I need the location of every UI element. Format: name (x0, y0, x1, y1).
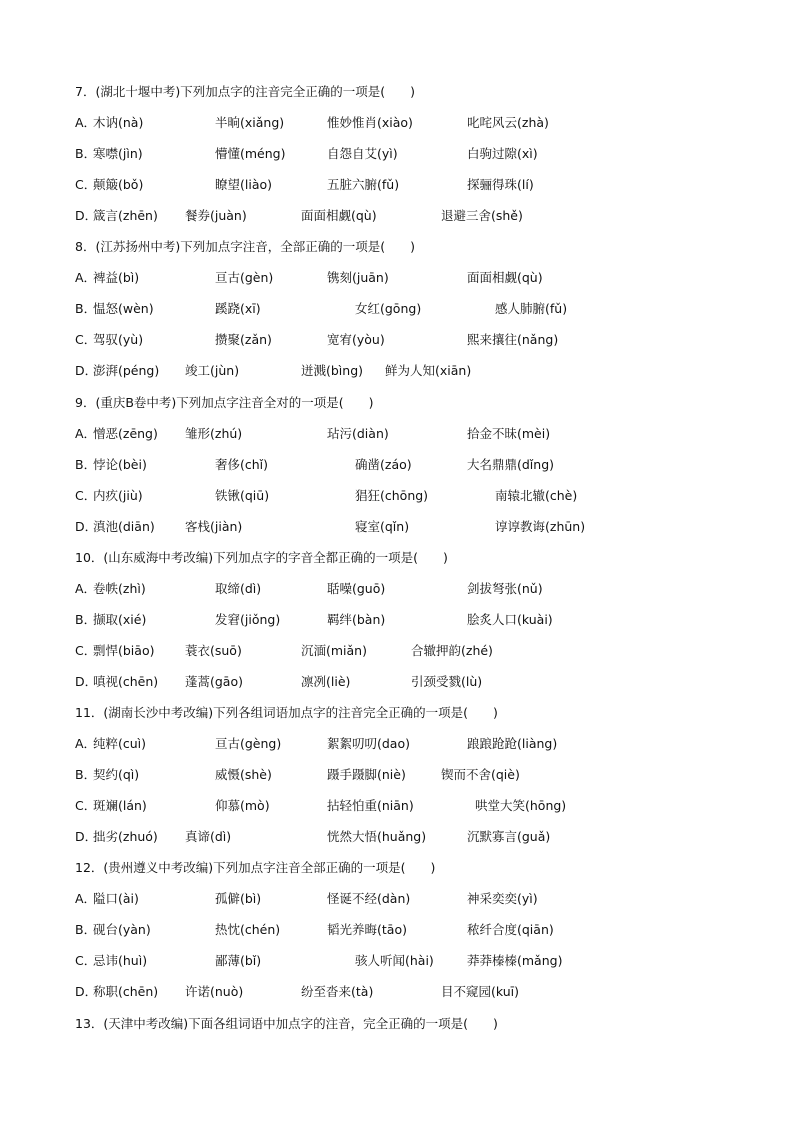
option-row (75, 610, 755, 630)
option-word: 谆谆教诲(zhūn) (495, 518, 586, 534)
option-row (75, 361, 755, 381)
option-word: 隘口(ài) (93, 891, 139, 907)
option-word: 神采奕奕(yì) (467, 891, 538, 907)
question-stem: 11．(湖南长沙中考改编)下列各组词语加点字的注音完全正确的一项是( ) (75, 705, 498, 720)
option-label: A． (75, 270, 97, 286)
option-word: 撷取(xié) (93, 611, 147, 627)
question-stem: 10．(山东威海中考改编)下列加点字的字音全都正确的一项是( ) (75, 549, 448, 565)
option-word: 木讷(nà) (93, 115, 144, 131)
option-word: 白驹过隙(xì) (467, 146, 538, 162)
option-word: 叱咤风云(zhà) (467, 115, 549, 131)
option-word: 餐券(juàn) (185, 208, 247, 224)
option-word: 蓑衣(suō) (185, 642, 242, 658)
option-word: 寝室(qǐn) (355, 518, 410, 534)
option-label: C． (75, 177, 97, 193)
option-word: 蹊跷(xī) (215, 301, 261, 317)
option-word: 韬光养晦(tāo) (327, 922, 407, 938)
option-label: A． (75, 425, 97, 441)
option-word: 拈轻怕重(niān) (327, 798, 414, 814)
option-word: 蓬蒿(gāo) (185, 673, 243, 689)
option-row (75, 579, 755, 599)
option-word: 仰慕(mò) (215, 798, 270, 814)
option-row (75, 920, 755, 940)
option-word: 竣工(jùn) (185, 363, 240, 379)
option-label: C． (75, 487, 97, 503)
option-word: 寒噤(jìn) (93, 146, 143, 162)
option-word: 发窘(jiǒng) (215, 611, 281, 627)
option-word: 奢侈(chǐ) (215, 456, 269, 472)
option-word: 箴言(zhēn) (93, 208, 158, 224)
option-word: 莽莽榛榛(mǎng) (467, 953, 563, 969)
option-label: D． (75, 363, 98, 379)
option-word: 嗔视(chēn) (93, 673, 159, 689)
question-stem: 7．(湖北十堰中考)下列加点字的注音完全正确的一项是( ) (75, 84, 415, 99)
option-word: 脍炙人口(kuài) (467, 611, 553, 627)
option-word: 蹑手蹑脚(niè) (327, 767, 406, 783)
option-word: 女红(gōng) (355, 301, 422, 317)
option-word: 羁绊(bàn) (327, 611, 386, 627)
option-word: 五脏六腑(fǔ) (327, 177, 400, 193)
option-row (75, 734, 755, 754)
option-word: 瞭望(liào) (215, 177, 273, 193)
option-word: 半晌(xiǎng) (215, 115, 285, 131)
option-label: B． (75, 456, 97, 472)
option-word: 称职(chēn) (93, 984, 159, 1000)
option-label: A． (75, 115, 97, 131)
option-label: D． (75, 518, 98, 534)
option-label: C． (75, 332, 97, 348)
option-word: 合辙押韵(zhé) (411, 642, 493, 658)
option-word: 鲜为人知(xiān) (385, 363, 472, 379)
option-word: 滇池(diān) (93, 518, 155, 534)
option-row (75, 641, 755, 661)
option-label: C． (75, 642, 97, 658)
option-word: 懵懂(méng) (215, 146, 286, 162)
option-word: 踉踉跄跄(liàng) (467, 736, 558, 752)
option-row (75, 486, 755, 506)
question-stem: 13．(天津中考改编)下面各组词语中加点字的注音，完全正确的一项是( ) (75, 1015, 498, 1031)
option-label: C． (75, 798, 97, 814)
option-row (75, 299, 755, 319)
question-stem: 9．(重庆B卷中考)下列加点字注音全对的一项是( ) (75, 394, 374, 410)
option-row (75, 765, 755, 785)
option-word: 沉默寡言(guǎ) (467, 829, 551, 845)
option-label: C． (75, 953, 97, 969)
option-row (75, 144, 755, 164)
option-word: 裨益(bì) (93, 270, 140, 286)
option-label: B． (75, 922, 97, 938)
option-word: 引颈受戮(lù) (411, 673, 483, 689)
option-word: 感人肺腑(fǔ) (495, 301, 568, 317)
option-word: 自怨自艾(yì) (327, 146, 398, 162)
option-word: 锲而不舍(qiè) (441, 767, 520, 783)
option-word: 忌讳(huì) (93, 953, 148, 969)
option-label: D． (75, 673, 98, 689)
option-label: B． (75, 767, 97, 783)
option-word: 探骊得珠(lí) (467, 177, 534, 193)
option-word: 拾金不昧(mèi) (467, 425, 551, 441)
option-row (75, 796, 755, 816)
option-word: 孤僻(bì) (215, 891, 262, 907)
option-word: 驾驭(yù) (93, 332, 144, 348)
option-row (75, 113, 755, 133)
option-word: 澎湃(péng) (93, 363, 160, 379)
option-word: 真谛(dì) (185, 829, 232, 845)
option-label: D． (75, 829, 98, 845)
option-word: 愠怒(wèn) (93, 301, 154, 317)
option-word: 絮絮叨叨(dao) (327, 736, 410, 752)
option-label: B． (75, 301, 97, 317)
option-row (75, 268, 755, 288)
option-word: 南辕北辙(chè) (495, 487, 578, 503)
question-stem: 12．(贵州遵义中考改编)下列加点字注音全部正确的一项是( ) (75, 860, 436, 876)
option-row (75, 827, 755, 847)
option-row (75, 672, 755, 692)
option-word: 目不窥园(kuī) (441, 984, 520, 1000)
option-row (75, 330, 755, 350)
option-word: 猖狂(chōng) (355, 487, 429, 503)
option-word: 镌刻(juān) (327, 270, 389, 286)
option-word: 退避三舍(shě) (441, 208, 523, 224)
option-word: 确凿(záo) (355, 456, 412, 472)
option-word: 颠簸(bǒ) (93, 177, 144, 193)
option-label: A． (75, 580, 97, 596)
option-word: 拙劣(zhuó) (93, 829, 158, 845)
option-word: 悖论(bèi) (93, 456, 147, 472)
option-word: 亘古(gèn) (215, 270, 274, 286)
question-stem: 8．(江苏扬州中考)下列加点字注音，全部正确的一项是( ) (75, 239, 415, 255)
option-word: 热忱(chén) (215, 922, 281, 938)
option-word: 熙来攘往(nǎng) (467, 332, 559, 348)
option-row (75, 455, 755, 475)
option-word: 面面相觑(qù) (301, 208, 377, 224)
option-word: 鄙薄(bǐ) (215, 953, 262, 969)
option-word: 雏形(zhú) (185, 425, 243, 441)
option-word: 恍然大悟(huǎng) (327, 829, 427, 845)
option-word: 沉湎(miǎn) (301, 642, 367, 658)
option-word: 憎恶(zēng) (93, 425, 158, 441)
option-word: 砚台(yàn) (93, 922, 151, 938)
option-row (75, 175, 755, 195)
option-label: A． (75, 891, 97, 907)
option-word: 迸溅(bìng) (301, 363, 364, 379)
option-row (75, 982, 755, 1002)
option-row (75, 424, 755, 444)
option-word: 契约(qì) (93, 767, 140, 783)
option-word: 剽悍(biāo) (93, 642, 155, 658)
option-word: 秾纤合度(qiān) (467, 922, 554, 938)
option-row (75, 951, 755, 971)
option-word: 哄堂大笑(hōng) (475, 798, 567, 814)
option-label: D． (75, 984, 98, 1000)
option-word: 纷至沓来(tà) (301, 984, 374, 1000)
option-row (75, 889, 755, 909)
option-word: 攒聚(zǎn) (215, 332, 272, 348)
option-word: 宽宥(yòu) (327, 332, 385, 348)
option-label: A． (75, 736, 97, 752)
option-word: 客栈(jiàn) (185, 518, 243, 534)
option-word: 面面相觑(qù) (467, 270, 543, 286)
option-word: 内疚(jiù) (93, 487, 143, 503)
option-word: 惟妙惟肖(xiào) (327, 115, 413, 131)
option-word: 纯粹(cuì) (93, 736, 147, 752)
option-row (75, 206, 755, 226)
option-word: 铁锹(qiū) (215, 487, 270, 503)
option-word: 剑拔弩张(nǔ) (467, 580, 543, 596)
option-word: 玷污(diàn) (327, 425, 389, 441)
option-label: B． (75, 146, 97, 162)
option-label: B． (75, 611, 97, 627)
option-word: 凛冽(liè) (301, 673, 351, 689)
option-word: 斑斓(lán) (93, 798, 147, 814)
option-word: 聒噪(guō) (327, 580, 386, 596)
option-word: 卷帙(zhì) (93, 580, 146, 596)
option-row (75, 517, 755, 537)
option-word: 许诺(nuò) (185, 984, 244, 1000)
option-word: 威慑(shè) (215, 767, 272, 783)
option-word: 骇人听闻(hài) (355, 953, 434, 969)
option-word: 怪诞不经(dàn) (327, 891, 411, 907)
option-word: 取缔(dì) (215, 580, 262, 596)
option-label: D． (75, 208, 98, 224)
option-word: 亘古(gèng) (215, 736, 282, 752)
option-word: 大名鼎鼎(dǐng) (467, 456, 555, 472)
